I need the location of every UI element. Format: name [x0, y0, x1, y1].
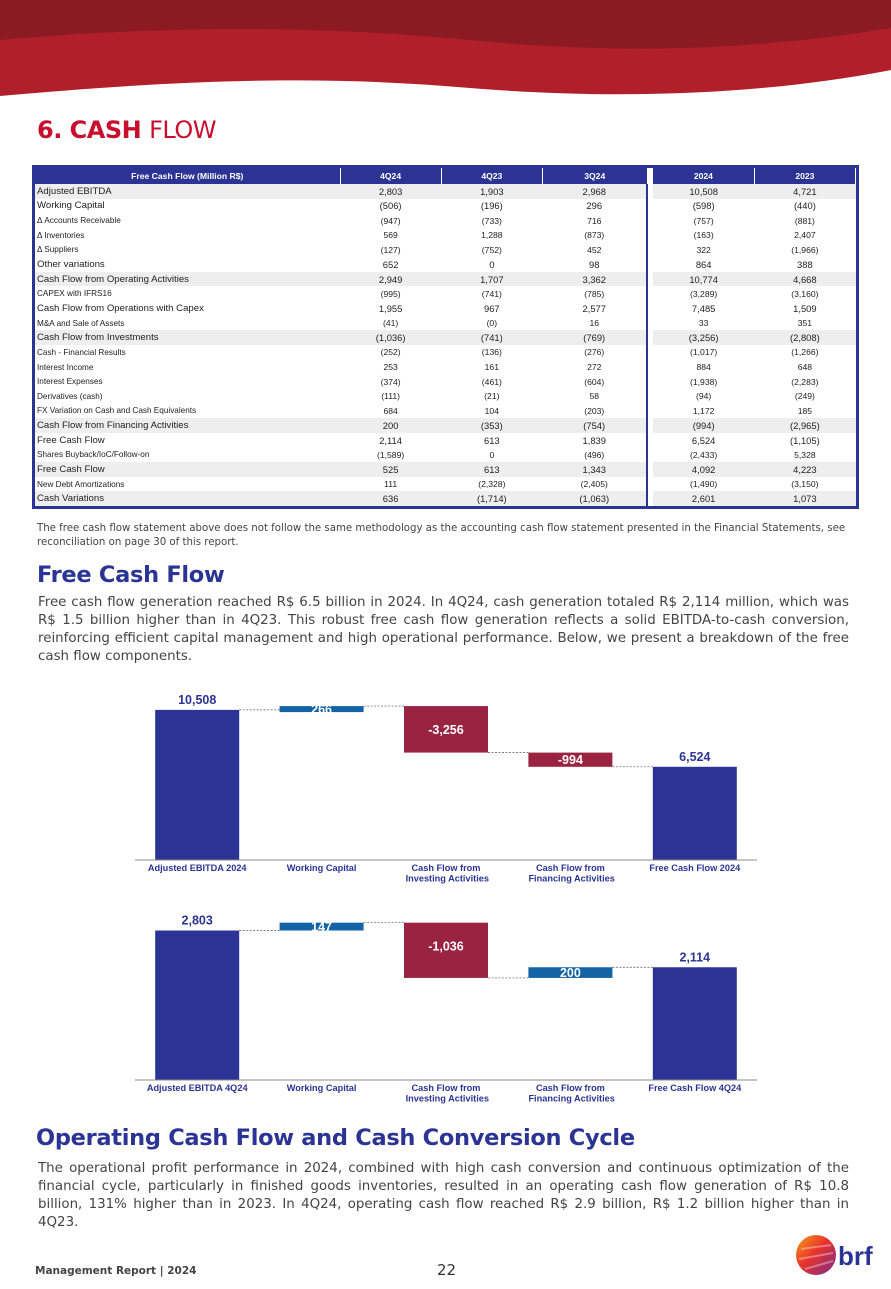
waterfall-chart-quarterly: [135, 900, 757, 1110]
table-cell: (2,283): [791, 376, 819, 387]
table-header-row: [35, 168, 856, 184]
table-row: [35, 448, 856, 463]
table-cell: 388: [797, 259, 813, 271]
waterfall-value-label: 2,803: [181, 913, 213, 928]
table-cell: 2,803: [340, 184, 441, 199]
table-cell: 2,407: [794, 230, 816, 241]
table-cell: (496): [584, 449, 605, 460]
table-cell: 2,601: [653, 491, 754, 506]
table-cell: 5,328: [794, 449, 816, 460]
table-row: [35, 374, 856, 389]
table-cell: (733): [481, 215, 502, 226]
table-cell: (1,714): [441, 491, 542, 506]
table-cell: (995): [380, 288, 401, 299]
waterfall-value-label: 2,114: [679, 950, 711, 965]
table-row: [35, 184, 856, 199]
waterfall-value-label: -994: [557, 753, 583, 768]
table-cell: 4,092: [653, 462, 754, 477]
table-cell: 2,114: [379, 434, 402, 446]
table-cell: 111: [384, 479, 398, 490]
table-cell: (3,160): [791, 288, 819, 299]
table-cell: 1,509: [793, 302, 817, 314]
waterfall-value-label: -1,036: [428, 939, 464, 954]
table-row: [35, 345, 856, 360]
table-cell: (374): [380, 376, 401, 387]
table-cell: (1,266): [791, 347, 819, 358]
table-cell: (873): [584, 230, 605, 241]
operating-cash-flow-heading: Operating Cash Flow and Cash Conversion Cycle: [36, 1125, 635, 1151]
table-cell: (506): [379, 200, 402, 212]
table-cell: 58: [589, 391, 600, 402]
waterfall-category-label: Cash Flow from Investing Activities: [403, 1083, 489, 1104]
table-cell: 253: [383, 362, 398, 372]
table-cell: 648: [797, 362, 813, 372]
table-row: [35, 272, 856, 287]
table-cell: 6,524: [691, 434, 716, 446]
table-row: [35, 301, 856, 316]
table-header-2024: 2024: [653, 168, 754, 184]
table-cell: (461): [481, 376, 502, 387]
table-cell: (1,105): [790, 434, 820, 446]
table-cell: (2,965): [754, 418, 855, 433]
table-cell: 0: [489, 259, 495, 271]
table-cell: (881): [794, 215, 815, 226]
table-cell: 716: [587, 215, 602, 226]
waterfall-chart-quarterly-svg: [135, 900, 757, 1110]
table-cell: 652: [382, 259, 399, 271]
table-row: [35, 199, 856, 214]
table-cell: (769): [542, 330, 647, 345]
table-cell: 684: [383, 405, 398, 416]
table-cell: (196): [480, 200, 503, 212]
table-cell: (994): [653, 418, 754, 433]
table-row: [35, 243, 856, 258]
table-cell: 104: [484, 405, 499, 416]
table-cell: (203): [584, 405, 605, 416]
table-cell: (136): [481, 347, 502, 358]
table-cell: (1,938): [690, 376, 718, 387]
waterfall-chart-annual: [135, 680, 757, 890]
table-cell: (598): [692, 200, 715, 212]
table-cell: 1,839: [582, 434, 606, 446]
table-cell: (0): [486, 318, 498, 329]
table-cell: 185: [797, 405, 813, 416]
table-row: [35, 316, 856, 331]
table-row-label: CAPEX with IFRS16: [37, 289, 112, 299]
operating-cash-flow-paragraph: The operational profit performance in 2024, combined with high cash conversion and continuous optimization of the financial cycle, particularly in finished goods inventories, resulted in an operating cash flow generation of R$ 10.8 billion, 131% higher than in 2023. In 4Q24, operating cash flow reached R$ 2.9 billion, R$ 1.2 billion higher than in 4Q23.: [38, 1161, 849, 1230]
table-cell: (754): [542, 418, 647, 433]
table-cell: (2,405): [580, 479, 608, 490]
waterfall-category-label: Free Cash Flow 4Q24: [648, 1083, 742, 1093]
waterfall-value-label: 6,524: [679, 749, 711, 764]
table-cell: 4,721: [754, 184, 855, 199]
table-row-label: Free Cash Flow: [37, 434, 105, 446]
table-header-label: Free Cash Flow (Million R$): [35, 168, 340, 184]
table-cell: 613: [484, 434, 500, 446]
brf-logo: [795, 1233, 885, 1277]
table-cell: (1,036): [340, 330, 441, 345]
table-cell: 33: [698, 318, 709, 329]
waterfall-category-label: Free Cash Flow 2024: [649, 863, 741, 873]
table-row-label: New Debt Amortizations: [37, 479, 125, 489]
table-row-label: Derivatives (cash): [37, 391, 103, 401]
waterfall-category-label: Adjusted EBITDA 2024: [147, 863, 247, 873]
waterfall-value-label: 200: [559, 966, 581, 981]
table-cell: (276): [584, 347, 605, 358]
table-footnote: The free cash flow statement above does not follow the same methodology as the accounting cash flow statement presented in the Financial Statements, see reconciliation on page 30 of this report.: [37, 523, 846, 548]
table-cell: (2,433): [690, 449, 718, 460]
brf-logo-text: brf: [838, 1241, 873, 1271]
table-row-label: FX Variation on Cash and Cash Equivalents: [37, 406, 197, 416]
table-cell: 16: [589, 318, 600, 329]
table-cell: 525: [340, 462, 441, 477]
table-row: [35, 228, 856, 243]
table-cell: (757): [693, 215, 714, 226]
table-cell: 2,577: [582, 302, 606, 314]
table-row: [35, 462, 856, 477]
waterfall-bar: [653, 967, 737, 1080]
table-row-label: Adjusted EBITDA: [35, 184, 340, 199]
table-cell: (1,490): [690, 479, 718, 490]
table-row: [35, 389, 856, 404]
table-cell: 98: [589, 259, 600, 271]
table-row: [35, 433, 856, 448]
table-row-label: Δ Suppliers: [37, 245, 79, 255]
page-number: 22: [437, 1261, 457, 1279]
table-cell: (41): [382, 318, 399, 329]
table-cell: 569: [383, 230, 398, 241]
table-cell: (604): [584, 376, 605, 387]
waterfall-bar: [155, 710, 239, 860]
waterfall-value-label: 147: [311, 920, 333, 935]
table-row-label: Cash Flow from Operating Activities: [35, 272, 340, 287]
table-row-label: Shares Buyback/IoC/Follow-on: [37, 450, 150, 460]
table-cell: (2,328): [478, 479, 506, 490]
waterfall-chart-annual-svg: [135, 680, 757, 890]
table-cell: (249): [794, 391, 815, 402]
waterfall-category-label: Working Capital: [286, 1083, 357, 1093]
free-cash-flow-paragraph: Free cash flow generation reached R$ 6.5 billion in 2024. In 4Q24, cash generation totaled R$ 2,114 million, which was R$ 1.5 billion higher than in 4Q23. This robust free cash flow generation reflects a solid EBITDA-to-cash conversion, reinforcing efficient capital management and high operational performance. Below, we present a breakdown of the free cash flow components.: [38, 595, 849, 664]
table-cell: 10,508: [653, 184, 754, 199]
table-cell: 636: [340, 491, 441, 506]
table-cell: 613: [441, 462, 542, 477]
waterfall-category-label: Cash Flow from Financing Activities: [525, 863, 615, 884]
waterfall-value-label: 10,508: [178, 692, 217, 707]
table-cell: 351: [797, 318, 813, 329]
table-cell: 296: [586, 200, 603, 212]
table-header-4q24: 4Q24: [340, 168, 441, 184]
table-row-label: Working Capital: [37, 200, 105, 212]
table-row: [35, 360, 856, 375]
waterfall-bar: [155, 931, 239, 1080]
table-cell: 1,903: [441, 184, 542, 199]
table-row-label: Free Cash Flow: [35, 462, 340, 477]
table-cell: 272: [587, 362, 602, 372]
table-row-label: Δ Accounts Receivable: [37, 216, 121, 226]
table-cell: (785): [584, 288, 605, 299]
table-cell: (163): [693, 230, 714, 241]
table-cell: 884: [696, 362, 711, 372]
table-cell: 322: [696, 244, 711, 255]
table-cell: 1,955: [378, 302, 403, 314]
table-cell: 2,968: [542, 184, 647, 199]
table-row-label: M&A and Sale of Assets: [37, 318, 125, 328]
table-cell: 200: [340, 418, 441, 433]
waterfall-category-label: Working Capital: [286, 863, 357, 873]
waterfall-value-label: -3,256: [428, 723, 464, 738]
table-cell: 4,223: [754, 462, 855, 477]
table-cell: (21): [484, 391, 500, 402]
table-cell: (3,289): [690, 288, 718, 299]
free-cash-flow-table: [35, 168, 856, 506]
table-cell: 4,668: [754, 272, 855, 287]
table-row: [35, 286, 856, 301]
table-cell: (3,256): [653, 330, 754, 345]
table-cell: (2,808): [754, 330, 855, 345]
table-row-label: Cash - Financial Results: [37, 347, 126, 357]
table-cell: (440): [793, 200, 816, 212]
table-cell: (1,589): [376, 449, 405, 460]
table-cell: 1,073: [754, 491, 855, 506]
table-row: [35, 477, 856, 492]
free-cash-flow-heading: Free Cash Flow: [37, 562, 225, 588]
waterfall-category-label: Adjusted EBITDA 4Q24: [146, 1083, 248, 1093]
table-cell: 3,362: [542, 272, 647, 287]
page-title-rest: FLOW: [149, 116, 217, 144]
table-cell: 1,343: [542, 462, 647, 477]
table-row: [35, 257, 856, 272]
table-cell: 452: [587, 244, 602, 255]
table-cell: (94): [696, 391, 712, 402]
table-cell: (1,063): [542, 491, 647, 506]
waterfall-category-label: Cash Flow from Financing Activities: [525, 1083, 615, 1104]
table-cell: 2,949: [340, 272, 441, 287]
table-row: [35, 213, 856, 228]
table-cell: 967: [484, 302, 500, 314]
table-cell: (1,017): [690, 347, 718, 358]
table-row-label: Interest Income: [37, 362, 94, 372]
table-cell: 7,485: [691, 302, 716, 314]
table-header-4q23: 4Q23: [441, 168, 542, 184]
table-row: [35, 330, 856, 345]
free-cash-flow-table-frame: [32, 165, 859, 509]
table-cell: 1,288: [481, 230, 503, 241]
table-cell: (252): [380, 347, 401, 358]
table-cell: (3,150): [791, 479, 819, 490]
table-row-label: Interest Expenses: [37, 377, 103, 387]
table-row-label: Cash Variations: [35, 491, 340, 506]
table-row: [35, 418, 856, 433]
table-cell: 1,172: [692, 405, 715, 416]
table-body: [35, 184, 856, 506]
table-cell: (353): [441, 418, 542, 433]
table-cell: 0: [489, 449, 495, 460]
waterfall-category-label: Cash Flow from Investing Activities: [403, 863, 489, 884]
table-cell: (947): [380, 215, 401, 226]
header-wave-banner: [0, 0, 891, 100]
table-cell: 1,707: [441, 272, 542, 287]
table-cell: (741): [481, 288, 502, 299]
waterfall-value-label: 266: [311, 702, 333, 717]
table-cell: 864: [695, 259, 712, 271]
table-header-2023: 2023: [754, 168, 855, 184]
table-row-label: Cash Flow from Operations with Capex: [37, 302, 204, 314]
table-cell: 161: [484, 362, 499, 372]
table-cell: (111): [381, 391, 400, 402]
table-row-label: Other variations: [37, 259, 105, 271]
table-row: [35, 404, 856, 419]
table-cell: (1,966): [791, 244, 819, 255]
page-title: [37, 116, 216, 144]
table-row: [35, 491, 856, 506]
table-cell: 10,774: [653, 272, 754, 287]
footer-report-label: Management Report | 2024: [35, 1265, 197, 1277]
table-cell: (127): [380, 244, 401, 255]
table-header-3q24: 3Q24: [542, 168, 647, 184]
table-row-label: Cash Flow from Financing Activities: [35, 418, 340, 433]
waterfall-bar: [653, 767, 737, 860]
table-cell: (741): [441, 330, 542, 345]
table-row-label: Δ Inventories: [37, 230, 85, 240]
table-cell: (752): [481, 244, 502, 255]
page-title-number: 6. CASH: [37, 116, 142, 144]
table-row-label: Cash Flow from Investments: [35, 330, 340, 345]
